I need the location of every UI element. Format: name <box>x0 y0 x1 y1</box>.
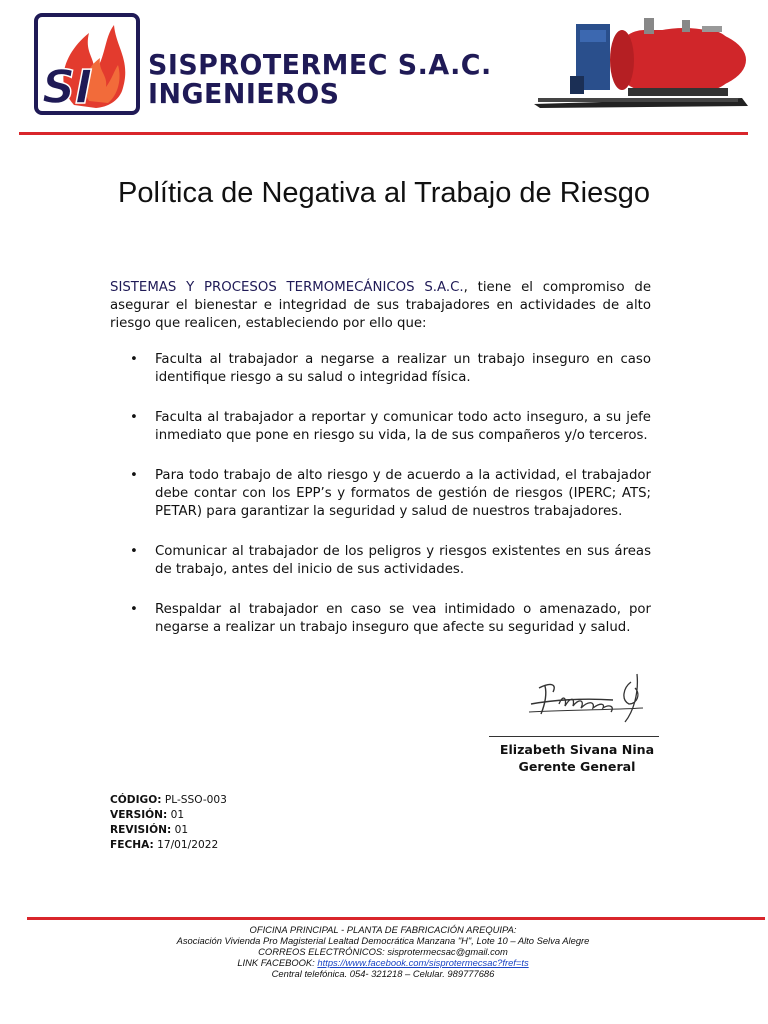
bullet-icon: • <box>130 410 138 425</box>
document-title: Política de Negativa al Trabajo de Riesgo <box>118 177 650 209</box>
list-item <box>110 601 651 637</box>
bullet-icon: • <box>130 352 138 367</box>
list-item <box>110 409 651 445</box>
footer-divider <box>27 917 765 920</box>
company-logo <box>34 13 140 115</box>
meta-revision: REVISIÓN: 01 <box>110 824 189 836</box>
logo-letters: SI <box>42 60 93 114</box>
list-item <box>110 543 651 579</box>
list-item <box>110 351 651 387</box>
company-brand <box>148 50 492 108</box>
meta-codigo: CÓDIGO: PL-SSO-003 <box>110 794 227 806</box>
boiler-image <box>532 16 750 108</box>
meta-fecha: FECHA: 17/01/2022 <box>110 839 219 851</box>
footer <box>100 924 666 979</box>
intro-paragraph <box>110 279 651 333</box>
footer-office: OFICINA PRINCIPAL - PLANTA DE FABRICACIÓN AREQUIPA: <box>249 924 517 935</box>
footer-facebook: LINK FACEBOOK: https://www.facebook.com/sisprotermecsac?fref=ts <box>237 957 529 968</box>
intro-text: , tiene el compromiso de asegurar el bienestar e integridad de sus trabajadores en actividades de alto riesgo que realicen, estableciendo por ello que: <box>110 280 651 331</box>
list-item-text: Faculta al trabajador a reportar y comunicar todo acto inseguro, a su jefe inmediato que pone en riesgo su vida, la de sus compañeros y/o terceros. <box>155 410 651 443</box>
handwritten-signature <box>523 664 658 726</box>
list-item-text: Comunicar al trabajador de los peligros y riesgos existentes en sus áreas de trabajo, antes del inicio de sus actividades. <box>155 544 651 577</box>
list-item-text: Respaldar al trabajador en caso se vea intimidado o amenazado, por negarse a realizar un trabajo inseguro que afecte su seguridad y salud. <box>155 602 651 635</box>
signatory-name: Elizabeth Sivana Nina <box>499 742 655 757</box>
signatory-role: Gerente General <box>518 759 636 774</box>
bullet-icon: • <box>130 544 138 559</box>
signature-line <box>489 736 659 737</box>
policy-list <box>110 351 651 637</box>
bullet-icon: • <box>130 602 138 617</box>
brand-name: SISPROTERMEC S.A.C. <box>148 48 492 81</box>
facebook-link[interactable]: https://www.facebook.com/sisprotermecsac?fref=ts <box>317 957 529 968</box>
footer-address: Asociación Vivienda Pro Magisterial Lealtad Democrática Manzana "H", Lote 10 – Alto Selva Alegre <box>176 935 590 946</box>
footer-phone: Central telefónica. 054- 321218 – Celular. 989777686 <box>271 968 495 979</box>
footer-email: CORREOS ELECTRÓNICOS: sisprotermecsac@gmail.com <box>258 946 508 957</box>
bullet-icon: • <box>130 468 138 483</box>
list-item-text: Para todo trabajo de alto riesgo y de acuerdo a la actividad, el trabajador debe contar con los EPP’s y formatos de gestión de riesgos (IPERC; ATS; PETAR) para garantizar la seguridad y salud de nuestros trabajadores. <box>155 468 651 519</box>
company-legal-name: SISTEMAS Y PROCESOS TERMOMECÁNICOS S.A.C. <box>110 280 464 295</box>
header-divider <box>19 132 748 135</box>
brand-subtitle: INGENIEROS <box>148 77 340 110</box>
list-item <box>110 467 651 521</box>
document-meta <box>110 793 227 853</box>
signatory-block <box>489 741 665 775</box>
list-item-text: Faculta al trabajador a negarse a realizar un trabajo inseguro en caso identifique riesgo a su salud o integridad física. <box>155 352 651 385</box>
meta-version: VERSIÓN: 01 <box>110 809 185 821</box>
